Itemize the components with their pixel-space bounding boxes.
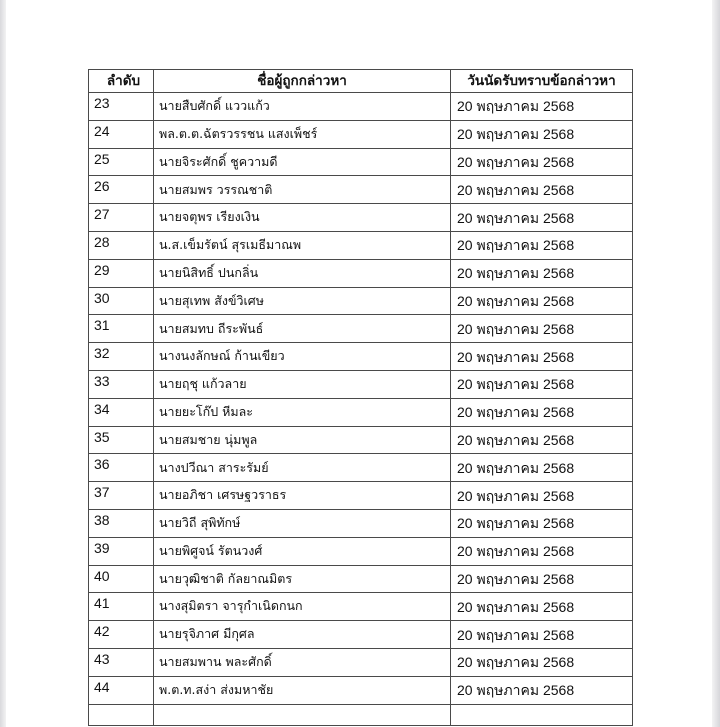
accused-name: นายวุฒิชาติ กัลยาณมิตร (154, 565, 451, 593)
row-number: 42 (89, 621, 154, 649)
table-header-row (89, 70, 633, 93)
appointment-date: 20 พฤษภาคม 2568 (451, 287, 633, 315)
accused-name: นายจิระศักดิ์ ชูความดี (154, 148, 451, 176)
accused-name: นายสมทบ ถีระพันธ์ (154, 315, 451, 343)
accused-name: นายรุจิภาศ มีกุศล (154, 621, 451, 649)
table-row (89, 648, 633, 676)
empty-row (89, 704, 633, 725)
empty-cell (154, 704, 451, 725)
accused-name: นายสมพร วรรณชาติ (154, 176, 451, 204)
accused-name: นายยะโก๊ป หีมละ (154, 398, 451, 426)
row-number: 34 (89, 398, 154, 426)
table-row (89, 259, 633, 287)
appointment-date: 20 พฤษภาคม 2568 (451, 454, 633, 482)
row-number: 26 (89, 176, 154, 204)
appointment-date: 20 พฤษภาคม 2568 (451, 231, 633, 259)
appointment-date: 20 พฤษภาคม 2568 (451, 176, 633, 204)
appointment-date: 20 พฤษภาคม 2568 (451, 259, 633, 287)
table-row (89, 482, 633, 510)
appointment-date: 20 พฤษภาคม 2568 (451, 593, 633, 621)
appointment-date: 20 พฤษภาคม 2568 (451, 621, 633, 649)
accused-name: นางปวีณา สาระรัมย์ (154, 454, 451, 482)
table-row (89, 621, 633, 649)
accused-name: นายจตุพร เรียงเงิน (154, 204, 451, 232)
appointment-date: 20 พฤษภาคม 2568 (451, 398, 633, 426)
appointment-date: 20 พฤษภาคม 2568 (451, 565, 633, 593)
table-row (89, 148, 633, 176)
table-row (89, 593, 633, 621)
appointment-date: 20 พฤษภาคม 2568 (451, 204, 633, 232)
table-row (89, 231, 633, 259)
empty-cell (451, 704, 633, 725)
page-edge-right (712, 0, 720, 727)
accused-name: นายสืบศักดิ์ แววแก้ว (154, 93, 451, 121)
table-row (89, 287, 633, 315)
row-number: 43 (89, 648, 154, 676)
accused-name: น.ส.เข็มรัตน์ สุรเมธีมาณพ (154, 231, 451, 259)
accused-name: นายอภิชา เศรษฐวราธร (154, 482, 451, 510)
table-row (89, 426, 633, 454)
accused-name: นายวิถี สุพิทักษ์ (154, 509, 451, 537)
row-number: 41 (89, 593, 154, 621)
accused-name: นางสุมิตรา จารุกำเนิดกนก (154, 593, 451, 621)
table-row (89, 343, 633, 371)
row-number: 32 (89, 343, 154, 371)
table-row (89, 176, 633, 204)
appointment-date: 20 พฤษภาคม 2568 (451, 676, 633, 704)
row-number: 44 (89, 676, 154, 704)
appointment-date: 20 พฤษภาคม 2568 (451, 648, 633, 676)
table-row (89, 93, 633, 121)
accused-name: นายสุเทพ สังข์วิเศษ (154, 287, 451, 315)
header-no: ลำดับ (89, 70, 154, 93)
row-number: 27 (89, 204, 154, 232)
table-row (89, 509, 633, 537)
row-number: 33 (89, 370, 154, 398)
accused-name: พล.ต.ต.ฉัตรวรรชน แสงเพ็ชร์ (154, 120, 451, 148)
accused-list-table (88, 69, 633, 726)
table-row (89, 370, 633, 398)
table-row (89, 454, 633, 482)
row-number: 28 (89, 231, 154, 259)
appointment-date: 20 พฤษภาคม 2568 (451, 509, 633, 537)
table-row (89, 676, 633, 704)
accused-name: นายสมพาน พละศักดิ์ (154, 648, 451, 676)
row-number: 25 (89, 148, 154, 176)
appointment-date: 20 พฤษภาคม 2568 (451, 482, 633, 510)
page-edge-left (0, 0, 6, 727)
appointment-date: 20 พฤษภาคม 2568 (451, 370, 633, 398)
header-name: ชื่อผู้ถูกกล่าวหา (154, 70, 451, 93)
row-number: 35 (89, 426, 154, 454)
appointment-date: 20 พฤษภาคม 2568 (451, 120, 633, 148)
accused-name: นายฤชุ แก้วลาย (154, 370, 451, 398)
row-number: 37 (89, 482, 154, 510)
accused-name: นายนิสิทธิ์ ปนกลิ่น (154, 259, 451, 287)
accused-name: นางนงลักษณ์ ก้านเขียว (154, 343, 451, 371)
appointment-date: 20 พฤษภาคม 2568 (451, 315, 633, 343)
table-row (89, 120, 633, 148)
accused-name: นายพิศูจน์ รัตนวงศ์ (154, 537, 451, 565)
appointment-date: 20 พฤษภาคม 2568 (451, 93, 633, 121)
table-body (89, 93, 633, 726)
row-number: 39 (89, 537, 154, 565)
row-number: 36 (89, 454, 154, 482)
row-number: 38 (89, 509, 154, 537)
row-number: 31 (89, 315, 154, 343)
appointment-date: 20 พฤษภาคม 2568 (451, 537, 633, 565)
row-number: 29 (89, 259, 154, 287)
table-row (89, 565, 633, 593)
accused-name: พ.ต.ท.สง่า ส่งมหาชัย (154, 676, 451, 704)
appointment-date: 20 พฤษภาคม 2568 (451, 343, 633, 371)
table-row (89, 398, 633, 426)
header-date: วันนัดรับทราบข้อกล่าวหา (451, 70, 633, 93)
row-number: 24 (89, 120, 154, 148)
row-number: 23 (89, 93, 154, 121)
empty-cell (89, 704, 154, 725)
row-number: 40 (89, 565, 154, 593)
appointment-date: 20 พฤษภาคม 2568 (451, 426, 633, 454)
appointment-date: 20 พฤษภาคม 2568 (451, 148, 633, 176)
table-row (89, 537, 633, 565)
accused-name: นายสมชาย นุ่มพูล (154, 426, 451, 454)
table-row (89, 204, 633, 232)
table-row (89, 315, 633, 343)
row-number: 30 (89, 287, 154, 315)
